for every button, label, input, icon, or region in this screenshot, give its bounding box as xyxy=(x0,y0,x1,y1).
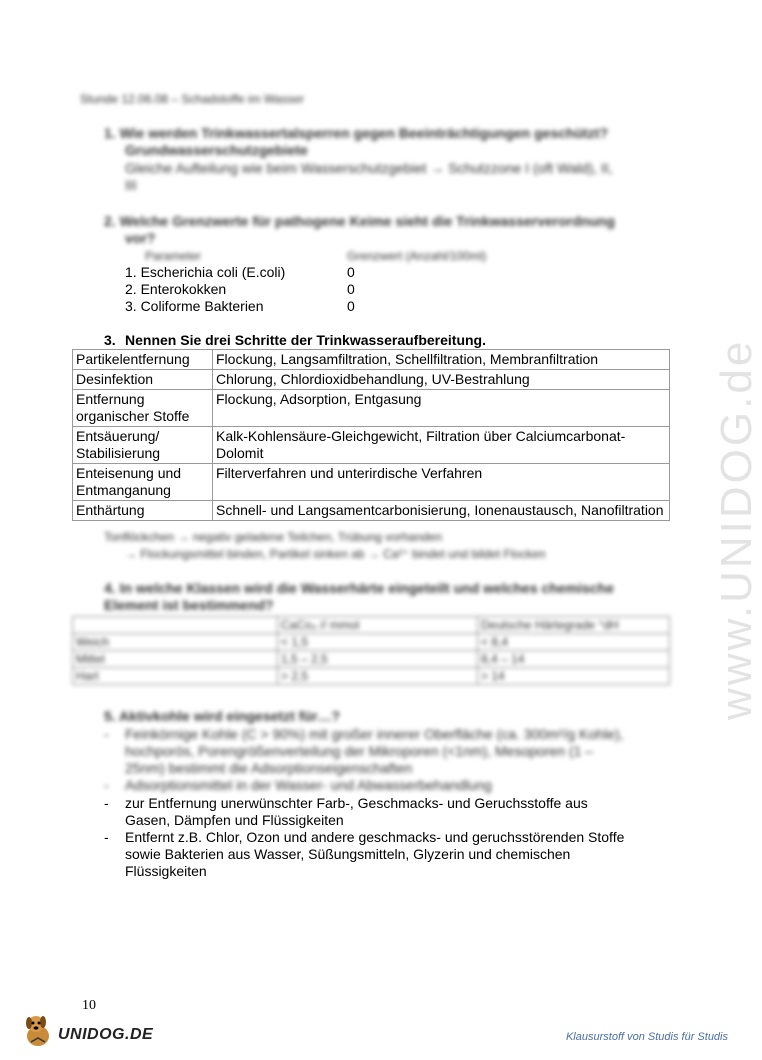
page-header: Stunde 12.06.08 – Schadstoffe im Wasser xyxy=(80,92,305,106)
q2-row-limit: 0 xyxy=(347,298,355,314)
table-row xyxy=(73,350,670,370)
value-cell: < 8,4 xyxy=(478,634,670,651)
dog-mascot-icon xyxy=(18,1010,58,1050)
table-row xyxy=(73,651,670,668)
table-row xyxy=(73,427,670,464)
bullet-dash: - xyxy=(104,777,109,793)
question-4-line2: Element ist bestimmend? xyxy=(104,597,274,613)
step-cell: Partikelentfernung xyxy=(73,350,213,370)
value-cell: > 14 xyxy=(478,668,670,685)
q2-row-param: 1. Escherichia coli (E.coli) xyxy=(125,264,286,280)
q2-col-limit: Grenzwert (Anzahl/100ml) xyxy=(347,249,487,263)
methods-cell: Kalk-Kohlensäure-Gleichgewicht, Filtration über Calciumcarbonat-Dolomit xyxy=(213,427,670,464)
q2-row-param: 2. Enterokokken xyxy=(125,281,227,297)
class-cell: Weich xyxy=(73,634,278,651)
q2-col-param: Parameter xyxy=(145,249,202,263)
q3-note-line1: Tonflöckchen → negativ geladene Teilchen, Trübung vorhanden xyxy=(104,530,443,544)
bullet-4-line3: Flüssigkeiten xyxy=(125,863,207,879)
bullet-1-line3: 25nm) bestimmt die Adsorptionseigenschaften xyxy=(125,760,413,776)
table-row xyxy=(73,370,670,390)
unidog-logo xyxy=(18,1010,158,1050)
water-hardness-table xyxy=(72,616,670,685)
header-cell: CaCo₃ // mmol xyxy=(278,617,478,634)
question-2-line1: 2. Welche Grenzwerte für pathogene Keime sieht die Trinkwasserverordnung xyxy=(104,213,615,229)
bullet-4-line1: Entfernt z.B. Chlor, Ozon und andere geschmacks- und geruchsstörenden Stoffe xyxy=(125,829,625,845)
treatment-steps-table xyxy=(72,349,670,521)
answer-1-line1: Gleiche Aufteilung wie beim Wasserschutzgebiet → Schutzzone I (oft Wald), II, xyxy=(125,160,613,176)
q3-note-line2: → Flockungsmittel binden, Partikel sinken ab → Ca²⁺ bindet und bildet Flocken xyxy=(125,547,546,561)
answer-1-line2: III xyxy=(125,177,137,193)
methods-cell: Filterverfahren und unterirdische Verfahren xyxy=(213,464,670,501)
question-4-line1: 4. In welche Klassen wird die Wasserhärte eingeteilt und welches chemische xyxy=(104,580,614,596)
table-row xyxy=(73,464,670,501)
step-cell: Desinfektion xyxy=(73,370,213,390)
header-cell xyxy=(73,617,278,634)
value-cell: 1,5 – 2,5 xyxy=(278,651,478,668)
question-2-line2: vor? xyxy=(125,230,156,246)
table-row xyxy=(73,634,670,651)
table-row xyxy=(73,668,670,685)
bullet-1-line2: hochporös, Porengrößenverteilung der Mikroporen (<1nm), Mesoporen (1 – xyxy=(125,743,594,759)
page-number: 10 xyxy=(82,998,96,1013)
question-3-number: 3. xyxy=(104,332,116,348)
step-cell: Enteisenung und Entmanganung xyxy=(73,464,213,501)
bullet-3-line2: Gasen, Dämpfen und Flüssigkeiten xyxy=(125,812,344,828)
q2-row-limit: 0 xyxy=(347,281,355,297)
logo-text: UNIDOG.DE xyxy=(58,1026,154,1043)
class-cell: Hart xyxy=(73,668,278,685)
methods-cell: Schnell- und Langsamentcarbonisierung, Ionenaustausch, Nanofiltration xyxy=(213,501,670,521)
methods-cell: Flockung, Adsorption, Entgasung xyxy=(213,390,670,427)
q2-row-param: 3. Coliforme Bakterien xyxy=(125,298,264,314)
header-cell: Deutsche Härtegrade °dH xyxy=(478,617,670,634)
methods-cell: Flockung, Langsamfiltration, Schellfiltration, Membranfiltration xyxy=(213,350,670,370)
value-cell: > 2,5 xyxy=(278,668,478,685)
question-5: 5. Aktivkohle wird eingesetzt für…? xyxy=(104,708,340,724)
q2-row-limit: 0 xyxy=(347,264,355,280)
answer-1-title: Grundwasserschutzgebiete xyxy=(125,142,308,158)
class-cell: Mittel xyxy=(73,651,278,668)
step-cell: Entsäuerung/ Stabilisierung xyxy=(73,427,213,464)
bullet-dash: - xyxy=(104,726,109,742)
question-3: Nennen Sie drei Schritte der Trinkwasseraufbereitung. xyxy=(125,332,486,348)
bullet-dash: - xyxy=(104,829,109,845)
footer-tagline: Klausurstoff von Studis für Studis xyxy=(565,1031,728,1043)
bullet-3-line1: zur Entfernung unerwünschter Farb-, Geschmacks- und Geruchsstoffe aus xyxy=(125,795,588,811)
table-row xyxy=(73,390,670,427)
methods-cell: Chlorung, Chlordioxidbehandlung, UV-Bestrahlung xyxy=(213,370,670,390)
value-cell: 8,4 – 14 xyxy=(478,651,670,668)
step-cell: Enthärtung xyxy=(73,501,213,521)
step-cell: Entfernung organischer Stoffe xyxy=(73,390,213,427)
table-row xyxy=(73,501,670,521)
question-1: 1. Wie werden Trinkwassertalsperren gegen Beeinträchtigungen geschützt? xyxy=(104,125,608,141)
watermark: www.UNIDOG.de xyxy=(712,338,761,720)
table-row xyxy=(73,617,670,634)
bullet-dash: - xyxy=(104,795,109,811)
bullet-1-line1: Feinkörnige Kohle (C > 90%) mit großer innerer Oberfläche (ca. 300m²/g Kohle), xyxy=(125,726,624,742)
bullet-4-line2: sowie Bakterien aus Wasser, Süßungsmitteln, Glyzerin und chemischen xyxy=(125,846,571,862)
bullet-2: Adsorptionsmittel in der Wasser- und Abwasserbehandlung xyxy=(125,777,492,793)
value-cell: < 1,5 xyxy=(278,634,478,651)
